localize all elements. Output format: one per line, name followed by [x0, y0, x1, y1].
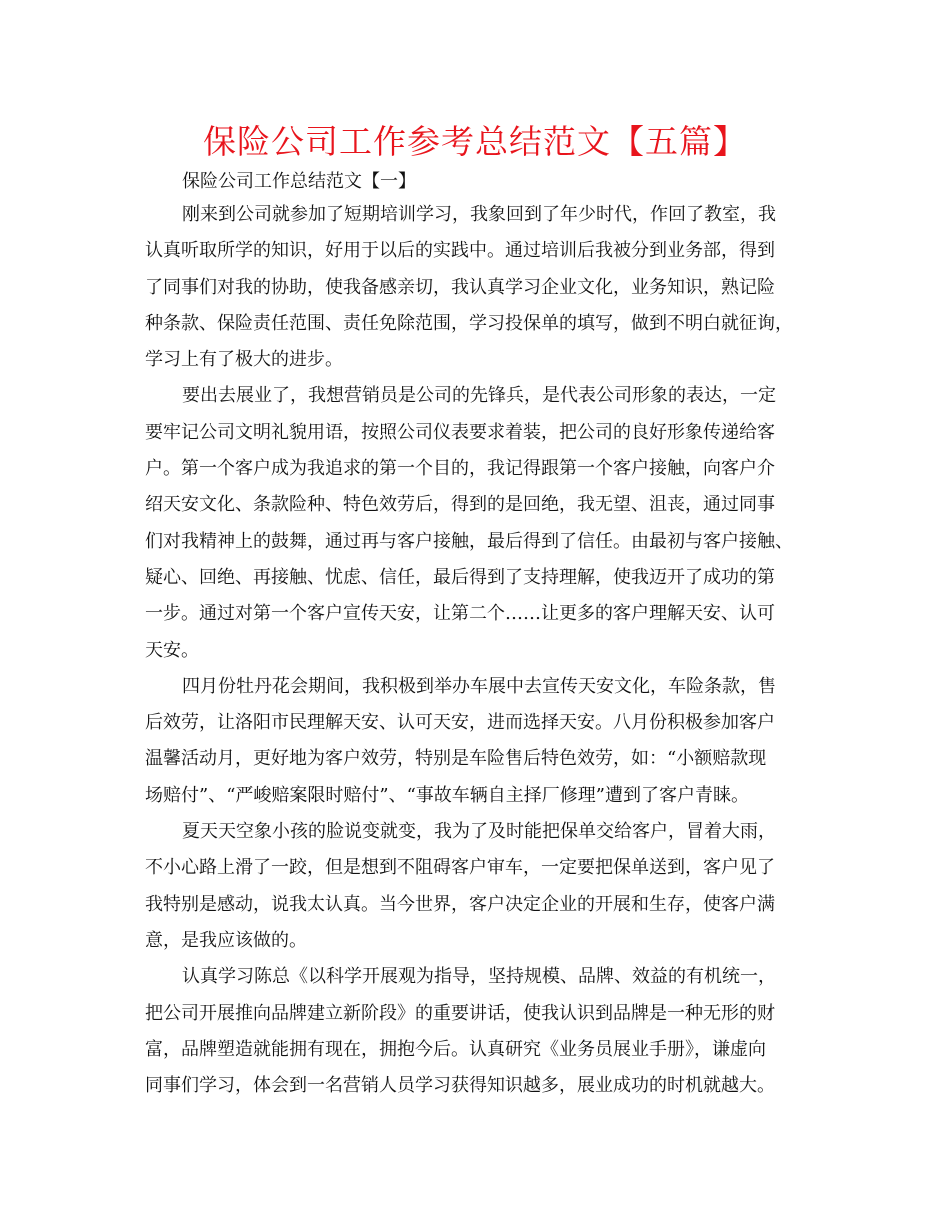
paragraph-line: 户。第一个客户成为我追求的第一个目的，我记得跟第一个客户接触，向客户介	[145, 458, 775, 480]
paragraph-line: 天安。	[145, 639, 199, 661]
paragraph-line: 刚来到公司就参加了短期培训学习，我象回到了年少时代，作回了教室，我	[182, 204, 776, 225]
paragraph-line: 温馨活动月，更好地为客户效劳，特别是车险售后特色效劳，如：“小额赔款现	[145, 748, 767, 770]
paragraph-line: 意，是我应该做的。	[145, 929, 307, 951]
paragraph	[145, 197, 810, 378]
paragraph-line: 一步。通过对第一个客户宣传天安，让第二个……让更多的客户理解天安、认可	[145, 603, 775, 625]
paragraph-line: 四月份牡丹花会期间，我积极到举办车展中去宣传天安文化，车险条款，售	[182, 675, 776, 697]
paragraph	[145, 378, 810, 668]
paragraph	[145, 959, 810, 1104]
paragraph	[145, 814, 810, 959]
paragraph-line: 后效劳，让洛阳市民理解天安、认可天安，进而选择天安。八月份积极参加客户	[145, 712, 775, 734]
paragraph-line: 疑心、回绝、再接触、忧虑、信任，最后得到了支持理解，使我迈开了成功的第	[145, 566, 775, 588]
paragraph-line: 富，品牌塑造就能拥有现在，拥抱今后。认真研究《业务员展业手册》，谦虚向	[145, 1038, 766, 1060]
paragraph-line: 同事们学习，体会到一名营销人员学习获得知识越多，展业成功的时机就越大。	[145, 1075, 775, 1097]
paragraph-line: 夏天天空象小孩的脸说变就变，我为了及时能把保单交给客户，冒着大雨，	[182, 821, 776, 843]
paragraph-line: 把公司开展推向品牌建立新阶段》的重要讲话，使我认识到品牌是一种无形的财	[145, 1002, 775, 1024]
paragraph-line: 要牢记公司文明礼貌用语，按照公司仪表要求着装，把公司的良好形象传递给客	[145, 421, 775, 443]
paragraph-line: 场赔付”、“严峻赔案限时赔付”、“事故车辆自主择厂修理”遭到了客户青睐。	[145, 784, 750, 806]
paragraph-line: 要出去展业了，我想营销员是公司的先锋兵，是代表公司形象的表达，一定	[182, 385, 776, 407]
paragraph-line: 绍天安文化、条款险种、特色效劳后，得到的是回绝，我无望、沮丧，通过同事	[145, 494, 775, 516]
paragraph-line: 不小心路上滑了一跤，但是想到不阻碍客户审车，一定要把保单送到，客户见了	[145, 857, 775, 879]
paragraph	[145, 669, 810, 814]
paragraph-line: 学习上有了极大的进步。	[145, 349, 343, 371]
paragraph-line: 们对我精神上的鼓舞，通过再与客户接触，最后得到了信任。由最初与客户接触、	[145, 530, 793, 552]
paragraph-line: 认真学习陈总《以科学开展观为指导，坚持规模、品牌、效益的有机统一，	[182, 966, 776, 988]
section-subtitle: 保险公司工作总结范文【一】	[182, 171, 416, 192]
document-title: 保险公司工作参考总结范文【五篇】	[203, 122, 747, 161]
paragraph-line: 种条款、保险责任范围、责任免除范围，学习投保单的填写，做到不明白就征询，	[145, 312, 793, 334]
paragraph-line: 认真听取所学的知识，好用于以后的实践中。通过培训后我被分到业务部，得到	[145, 240, 775, 262]
document-body	[145, 197, 810, 1104]
paragraph-line: 了同事们对我的协助，使我备感亲切，我认真学习企业文化，业务知识，熟记险	[145, 276, 775, 298]
paragraph-line: 我特别是感动，说我太认真。当今世界，客户决定企业的开展和生存，使客户满	[145, 893, 775, 915]
